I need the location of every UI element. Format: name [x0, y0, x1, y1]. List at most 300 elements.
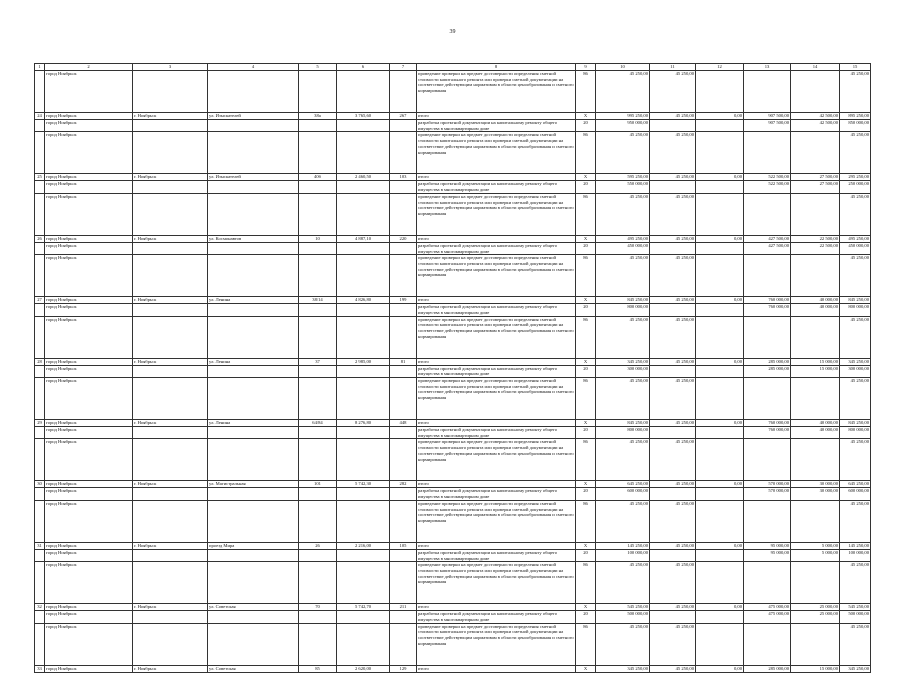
house-cell	[299, 304, 337, 316]
cost-col12-cell	[696, 120, 744, 132]
row-number-cell: 25	[35, 174, 45, 181]
cost-col12-cell	[696, 562, 744, 604]
municipality-cell: город Ноябрьск	[45, 500, 133, 542]
work-type-cell: проведение проверки на предмет достоверности определения сметной стоимости капитального ремонта или проверки сметной документации на соответствие действующим нормативам в области ценообразования и сметного нормирования	[417, 132, 576, 174]
cost-col13-cell: 760 000,00	[744, 297, 791, 304]
area-cell	[337, 71, 390, 113]
street-cell	[208, 304, 299, 316]
work-type-cell: проведение проверки на предмет достоверности определения сметной стоимости капитального ремонта или проверки сметной документации на соответствие действующим нормативам в области ценообразования и сметного нормирования	[417, 623, 576, 665]
work-type-cell: итого	[417, 358, 576, 365]
municipality-cell: город Ноябрьск	[45, 358, 133, 365]
table-row	[35, 481, 871, 488]
residents-cell	[390, 316, 417, 358]
total-cost-cell: 645 250,00	[596, 481, 650, 488]
cost-col14-cell: 30 000,00	[791, 488, 840, 500]
house-cell	[299, 427, 337, 439]
house-cell	[299, 120, 337, 132]
work-code-cell: X	[576, 665, 596, 672]
total-cost-cell: 45 250,00	[596, 439, 650, 481]
cost-col13-cell: 285 000,00	[744, 358, 791, 365]
area-cell	[337, 623, 390, 665]
cost-col14-cell: 42 500,00	[791, 120, 840, 132]
work-code-cell: X	[576, 604, 596, 611]
municipality-cell: город Ноябрьск	[45, 604, 133, 611]
cost-col13-cell: 522 500,00	[744, 181, 791, 193]
locality-cell	[133, 439, 208, 481]
municipality-cell: город Ноябрьск	[45, 427, 133, 439]
work-code-cell: 86	[576, 623, 596, 665]
table-row	[35, 132, 871, 174]
cost-col12-cell	[696, 427, 744, 439]
street-cell	[208, 488, 299, 500]
cost-col14-cell: 15 000,00	[791, 365, 840, 377]
house-cell: 40б	[299, 174, 337, 181]
column-number-cell: 10	[596, 64, 650, 71]
locality-cell	[133, 488, 208, 500]
street-cell	[208, 365, 299, 377]
work-code-cell: 20	[576, 427, 596, 439]
residents-cell	[390, 549, 417, 561]
work-code-cell: 20	[576, 549, 596, 561]
table-row	[35, 611, 871, 623]
cost-col12-cell: 0,00	[696, 542, 744, 549]
page-number: 39	[449, 29, 456, 35]
municipality-cell: город Ноябрьск	[45, 255, 133, 297]
locality-cell	[133, 132, 208, 174]
total-cost-cell: 45 250,00	[596, 132, 650, 174]
cost-col12-cell	[696, 365, 744, 377]
cost-col13-cell	[744, 255, 791, 297]
cost-col13-cell: 285 000,00	[744, 665, 791, 672]
cost-col13-cell: 95 000,00	[744, 542, 791, 549]
cost-col11-cell	[650, 181, 696, 193]
work-code-cell: X	[576, 297, 596, 304]
work-code-cell: 20	[576, 304, 596, 316]
cost-col14-cell: 40 000,00	[791, 304, 840, 316]
repair-program-table	[34, 63, 871, 673]
cost-col11-cell: 45 250,00	[650, 439, 696, 481]
table-row	[35, 665, 871, 672]
work-type-cell: проведение проверки на предмет достоверности определения сметной стоимости капитального ремонта или проверки сметной документации на соответствие действующим нормативам в области ценообразования и сметного нормирования	[417, 71, 576, 113]
locality-cell: г. Ноябрьск	[133, 297, 208, 304]
residents-cell	[390, 120, 417, 132]
cost-col11-cell	[650, 365, 696, 377]
work-code-cell: X	[576, 113, 596, 120]
residents-cell	[390, 71, 417, 113]
cost-col11-cell: 45 250,00	[650, 420, 696, 427]
total-cost-cell: 145 250,00	[596, 542, 650, 549]
street-cell: ул. Изыскателей	[208, 174, 299, 181]
house-cell	[299, 623, 337, 665]
residents-cell	[390, 439, 417, 481]
cost-col11-cell: 45 250,00	[650, 174, 696, 181]
locality-cell	[133, 242, 208, 254]
street-cell	[208, 193, 299, 235]
street-cell: ул. Магистральная	[208, 481, 299, 488]
area-cell: 5 742,70	[337, 604, 390, 611]
cost-col13-cell: 427 500,00	[744, 242, 791, 254]
cost-col11-cell: 45 250,00	[650, 316, 696, 358]
cost-col15-cell: 800 000,00	[840, 304, 871, 316]
cost-col14-cell: 22 500,00	[791, 242, 840, 254]
table-row	[35, 420, 871, 427]
column-number-cell: 2	[45, 64, 133, 71]
locality-cell	[133, 181, 208, 193]
cost-col15-cell: 45 250,00	[840, 500, 871, 542]
cost-col14-cell	[791, 316, 840, 358]
table-row	[35, 427, 871, 439]
cost-col15-cell: 100 000,00	[840, 549, 871, 561]
work-code-cell: X	[576, 481, 596, 488]
cost-col12-cell: 0,00	[696, 174, 744, 181]
cost-col13-cell	[744, 562, 791, 604]
municipality-cell: город Ноябрьск	[45, 549, 133, 561]
table-row	[35, 542, 871, 549]
municipality-cell: город Ноябрьск	[45, 242, 133, 254]
municipality-cell: город Ноябрьск	[45, 378, 133, 420]
street-cell	[208, 255, 299, 297]
row-number-cell	[35, 120, 45, 132]
cost-col11-cell: 45 250,00	[650, 542, 696, 549]
street-cell: ул. Космонавтов	[208, 235, 299, 242]
locality-cell	[133, 316, 208, 358]
cost-col14-cell: 22 500,00	[791, 235, 840, 242]
cost-col13-cell	[744, 623, 791, 665]
area-cell	[337, 316, 390, 358]
work-type-cell: разработка проектной документации на капитальному ремонту общего имущества в многоквартирном доме	[417, 120, 576, 132]
street-cell	[208, 181, 299, 193]
column-number-cell: 3	[133, 64, 208, 71]
residents-cell: 448	[390, 420, 417, 427]
house-cell	[299, 365, 337, 377]
cost-col15-cell: 345 250,00	[840, 358, 871, 365]
work-code-cell: 86	[576, 255, 596, 297]
street-cell	[208, 316, 299, 358]
locality-cell: г. Ноябрьск	[133, 358, 208, 365]
cost-col13-cell	[744, 193, 791, 235]
work-code-cell: 20	[576, 242, 596, 254]
house-cell: 70	[299, 604, 337, 611]
municipality-cell: город Ноябрьск	[45, 113, 133, 120]
column-number-cell: 1	[35, 64, 45, 71]
cost-col12-cell	[696, 611, 744, 623]
column-number-cell: 12	[696, 64, 744, 71]
work-type-cell: итого	[417, 235, 576, 242]
work-code-cell: 86	[576, 562, 596, 604]
table-row	[35, 193, 871, 235]
total-cost-cell: 100 000,00	[596, 549, 650, 561]
work-code-cell: X	[576, 358, 596, 365]
row-number-cell: 27	[35, 297, 45, 304]
cost-col11-cell: 45 250,00	[650, 71, 696, 113]
repair-program-table-container	[34, 63, 870, 673]
cost-col11-cell	[650, 488, 696, 500]
work-code-cell: 20	[576, 488, 596, 500]
total-cost-cell: 300 000,00	[596, 365, 650, 377]
cost-col14-cell	[791, 439, 840, 481]
street-cell	[208, 242, 299, 254]
municipality-cell: город Ноябрьск	[45, 235, 133, 242]
cost-col11-cell: 45 250,00	[650, 562, 696, 604]
row-number-cell: 29	[35, 420, 45, 427]
work-type-cell: итого	[417, 297, 576, 304]
street-cell: ул. Ленина	[208, 420, 299, 427]
cost-col13-cell: 475 000,00	[744, 611, 791, 623]
cost-col15-cell: 845 250,00	[840, 297, 871, 304]
cost-col12-cell	[696, 500, 744, 542]
row-number-cell	[35, 365, 45, 377]
locality-cell	[133, 500, 208, 542]
cost-col12-cell: 0,00	[696, 113, 744, 120]
cost-col11-cell: 45 250,00	[650, 665, 696, 672]
row-number-cell: 30	[35, 481, 45, 488]
locality-cell	[133, 378, 208, 420]
work-code-cell: X	[576, 542, 596, 549]
area-cell	[337, 242, 390, 254]
municipality-cell: город Ноябрьск	[45, 365, 133, 377]
cost-col15-cell: 800 000,00	[840, 427, 871, 439]
area-cell	[337, 488, 390, 500]
cost-col14-cell: 40 000,00	[791, 427, 840, 439]
locality-cell: г. Ноябрьск	[133, 542, 208, 549]
house-cell	[299, 193, 337, 235]
residents-cell: 199	[390, 297, 417, 304]
column-number-cell: 8	[417, 64, 576, 71]
cost-col15-cell: 600 000,00	[840, 488, 871, 500]
locality-cell	[133, 562, 208, 604]
cost-col15-cell: 845 250,00	[840, 420, 871, 427]
house-cell	[299, 71, 337, 113]
area-cell: 4 887,10	[337, 235, 390, 242]
cost-col12-cell	[696, 242, 744, 254]
table-row	[35, 304, 871, 316]
cost-col15-cell: 45 250,00	[840, 378, 871, 420]
locality-cell: г. Ноябрьск	[133, 420, 208, 427]
cost-col15-cell: 895 250,00	[840, 113, 871, 120]
residents-cell	[390, 378, 417, 420]
total-cost-cell: 450 000,00	[596, 242, 650, 254]
municipality-cell: город Ноябрьск	[45, 611, 133, 623]
area-cell	[337, 193, 390, 235]
cost-col15-cell: 295 250,00	[840, 174, 871, 181]
area-cell	[337, 549, 390, 561]
work-code-cell: 86	[576, 378, 596, 420]
area-cell: 5 742,30	[337, 481, 390, 488]
table-row	[35, 316, 871, 358]
cost-col14-cell: 5 000,00	[791, 549, 840, 561]
work-code-cell: 86	[576, 193, 596, 235]
total-cost-cell: 545 250,00	[596, 604, 650, 611]
municipality-cell: город Ноябрьск	[45, 439, 133, 481]
street-cell	[208, 562, 299, 604]
cost-col15-cell: 45 250,00	[840, 132, 871, 174]
cost-col12-cell: 0,00	[696, 420, 744, 427]
total-cost-cell: 45 250,00	[596, 623, 650, 665]
cost-col12-cell	[696, 193, 744, 235]
street-cell	[208, 378, 299, 420]
total-cost-cell: 45 250,00	[596, 562, 650, 604]
table-row	[35, 255, 871, 297]
cost-col11-cell	[650, 242, 696, 254]
work-type-cell: разработка проектной документации на капитальному ремонту общего имущества в многоквартирном доме	[417, 488, 576, 500]
area-cell: 4 826,80	[337, 297, 390, 304]
cost-col12-cell	[696, 255, 744, 297]
cost-col14-cell	[791, 193, 840, 235]
cost-col12-cell	[696, 181, 744, 193]
residents-cell: 129	[390, 665, 417, 672]
total-cost-cell: 45 250,00	[596, 316, 650, 358]
total-cost-cell: 500 000,00	[596, 611, 650, 623]
area-cell: 2 216,00	[337, 542, 390, 549]
column-number-cell: 7	[390, 64, 417, 71]
cost-col14-cell: 40 000,00	[791, 420, 840, 427]
street-cell	[208, 132, 299, 174]
area-cell	[337, 132, 390, 174]
street-cell	[208, 623, 299, 665]
row-number-cell	[35, 562, 45, 604]
cost-col14-cell: 25 000,00	[791, 611, 840, 623]
table-row	[35, 181, 871, 193]
area-cell: 2 620,00	[337, 665, 390, 672]
cost-col11-cell	[650, 549, 696, 561]
locality-cell	[133, 71, 208, 113]
cost-col12-cell	[696, 304, 744, 316]
work-type-cell: проведение проверки на предмет достоверности определения сметной стоимости капитального ремонта или проверки сметной документации на соответствие действующим нормативам в области ценообразования и сметного нормирования	[417, 439, 576, 481]
work-type-cell: разработка проектной документации на капитальному ремонту общего имущества в многоквартирном доме	[417, 304, 576, 316]
work-type-cell: разработка проектной документации на капитальному ремонту общего имущества в многоквартирном доме	[417, 427, 576, 439]
cost-col12-cell: 0,00	[696, 297, 744, 304]
cost-col13-cell: 285 000,00	[744, 365, 791, 377]
street-cell	[208, 549, 299, 561]
total-cost-cell: 495 250,00	[596, 235, 650, 242]
cost-col13-cell: 522 500,00	[744, 174, 791, 181]
cost-col11-cell: 45 250,00	[650, 378, 696, 420]
locality-cell	[133, 611, 208, 623]
column-number-cell: 9	[576, 64, 596, 71]
residents-cell	[390, 181, 417, 193]
total-cost-cell: 345 250,00	[596, 358, 650, 365]
row-number-cell	[35, 181, 45, 193]
table-body	[35, 64, 871, 673]
cost-col13-cell: 427 500,00	[744, 235, 791, 242]
work-type-cell: проведение проверки на предмет достоверности определения сметной стоимости капитального ремонта или проверки сметной документации на соответствие действующим нормативам в области ценообразования и сметного нормирования	[417, 193, 576, 235]
house-cell: 38а	[299, 113, 337, 120]
cost-col15-cell: 45 250,00	[840, 623, 871, 665]
house-cell	[299, 378, 337, 420]
street-cell: проезд Мира	[208, 542, 299, 549]
cost-col15-cell: 645 250,00	[840, 481, 871, 488]
house-cell	[299, 181, 337, 193]
cost-col13-cell: 760 000,00	[744, 427, 791, 439]
cost-col12-cell	[696, 71, 744, 113]
residents-cell: 105	[390, 542, 417, 549]
table-row	[35, 235, 871, 242]
work-type-cell: проведение проверки на предмет достоверности определения сметной стоимости капитального ремонта или проверки сметной документации на соответствие действующим нормативам в области ценообразования и сметного нормирования	[417, 500, 576, 542]
cost-col15-cell: 250 000,00	[840, 181, 871, 193]
row-number-cell	[35, 439, 45, 481]
cost-col12-cell	[696, 316, 744, 358]
work-code-cell: X	[576, 174, 596, 181]
cost-col12-cell	[696, 132, 744, 174]
house-cell	[299, 316, 337, 358]
work-type-cell: итого	[417, 420, 576, 427]
work-type-cell: итого	[417, 604, 576, 611]
cost-col15-cell: 500 000,00	[840, 611, 871, 623]
locality-cell	[133, 623, 208, 665]
row-number-cell: 24	[35, 113, 45, 120]
cost-col11-cell: 45 250,00	[650, 255, 696, 297]
house-cell: 26	[299, 542, 337, 549]
locality-cell: г. Ноябрьск	[133, 481, 208, 488]
residents-cell	[390, 242, 417, 254]
cost-col12-cell	[696, 488, 744, 500]
municipality-cell: город Ноябрьск	[45, 542, 133, 549]
house-cell: 101	[299, 481, 337, 488]
municipality-cell: город Ноябрьск	[45, 316, 133, 358]
column-number-cell: 11	[650, 64, 696, 71]
street-cell: ул. Ленина	[208, 358, 299, 365]
cost-col15-cell: 45 250,00	[840, 439, 871, 481]
residents-cell	[390, 427, 417, 439]
area-cell	[337, 562, 390, 604]
total-cost-cell: 800 000,00	[596, 304, 650, 316]
house-cell: 37	[299, 358, 337, 365]
cost-col13-cell	[744, 378, 791, 420]
municipality-cell: город Ноябрьск	[45, 132, 133, 174]
residents-cell: 81	[390, 358, 417, 365]
cost-col13-cell: 475 000,00	[744, 604, 791, 611]
cost-col11-cell: 45 250,00	[650, 358, 696, 365]
municipality-cell: город Ноябрьск	[45, 193, 133, 235]
cost-col15-cell: 45 250,00	[840, 562, 871, 604]
municipality-cell: город Ноябрьск	[45, 71, 133, 113]
cost-col14-cell: 42 500,00	[791, 113, 840, 120]
cost-col11-cell	[650, 120, 696, 132]
street-cell: ул. Советская	[208, 604, 299, 611]
row-number-cell	[35, 71, 45, 113]
cost-col11-cell: 45 250,00	[650, 604, 696, 611]
cost-col11-cell: 45 250,00	[650, 113, 696, 120]
cost-col15-cell: 145 250,00	[840, 542, 871, 549]
work-code-cell: 86	[576, 439, 596, 481]
municipality-cell: город Ноябрьск	[45, 481, 133, 488]
street-cell	[208, 439, 299, 481]
work-type-cell: разработка проектной документации на капитальному ремонту общего имущества в многоквартирном доме	[417, 242, 576, 254]
residents-cell: 282	[390, 481, 417, 488]
cost-col14-cell	[791, 255, 840, 297]
locality-cell	[133, 365, 208, 377]
total-cost-cell: 995 250,00	[596, 113, 650, 120]
residents-cell	[390, 562, 417, 604]
table-row	[35, 439, 871, 481]
area-cell	[337, 427, 390, 439]
table-row	[35, 365, 871, 377]
house-cell	[299, 611, 337, 623]
cost-col12-cell: 0,00	[696, 235, 744, 242]
municipality-cell: город Ноябрьск	[45, 488, 133, 500]
municipality-cell: город Ноябрьск	[45, 420, 133, 427]
cost-col12-cell	[696, 549, 744, 561]
cost-col11-cell: 45 250,00	[650, 297, 696, 304]
row-number-cell	[35, 611, 45, 623]
work-type-cell: проведение проверки на предмет достоверности определения сметной стоимости капитального ремонта или проверки сметной документации на соответствие действующим нормативам в области ценообразования и сметного нормирования	[417, 255, 576, 297]
house-cell: 10	[299, 235, 337, 242]
area-cell	[337, 378, 390, 420]
locality-cell: г. Ноябрьск	[133, 604, 208, 611]
area-cell	[337, 500, 390, 542]
work-code-cell: 86	[576, 316, 596, 358]
area-cell: 2 985,00	[337, 358, 390, 365]
